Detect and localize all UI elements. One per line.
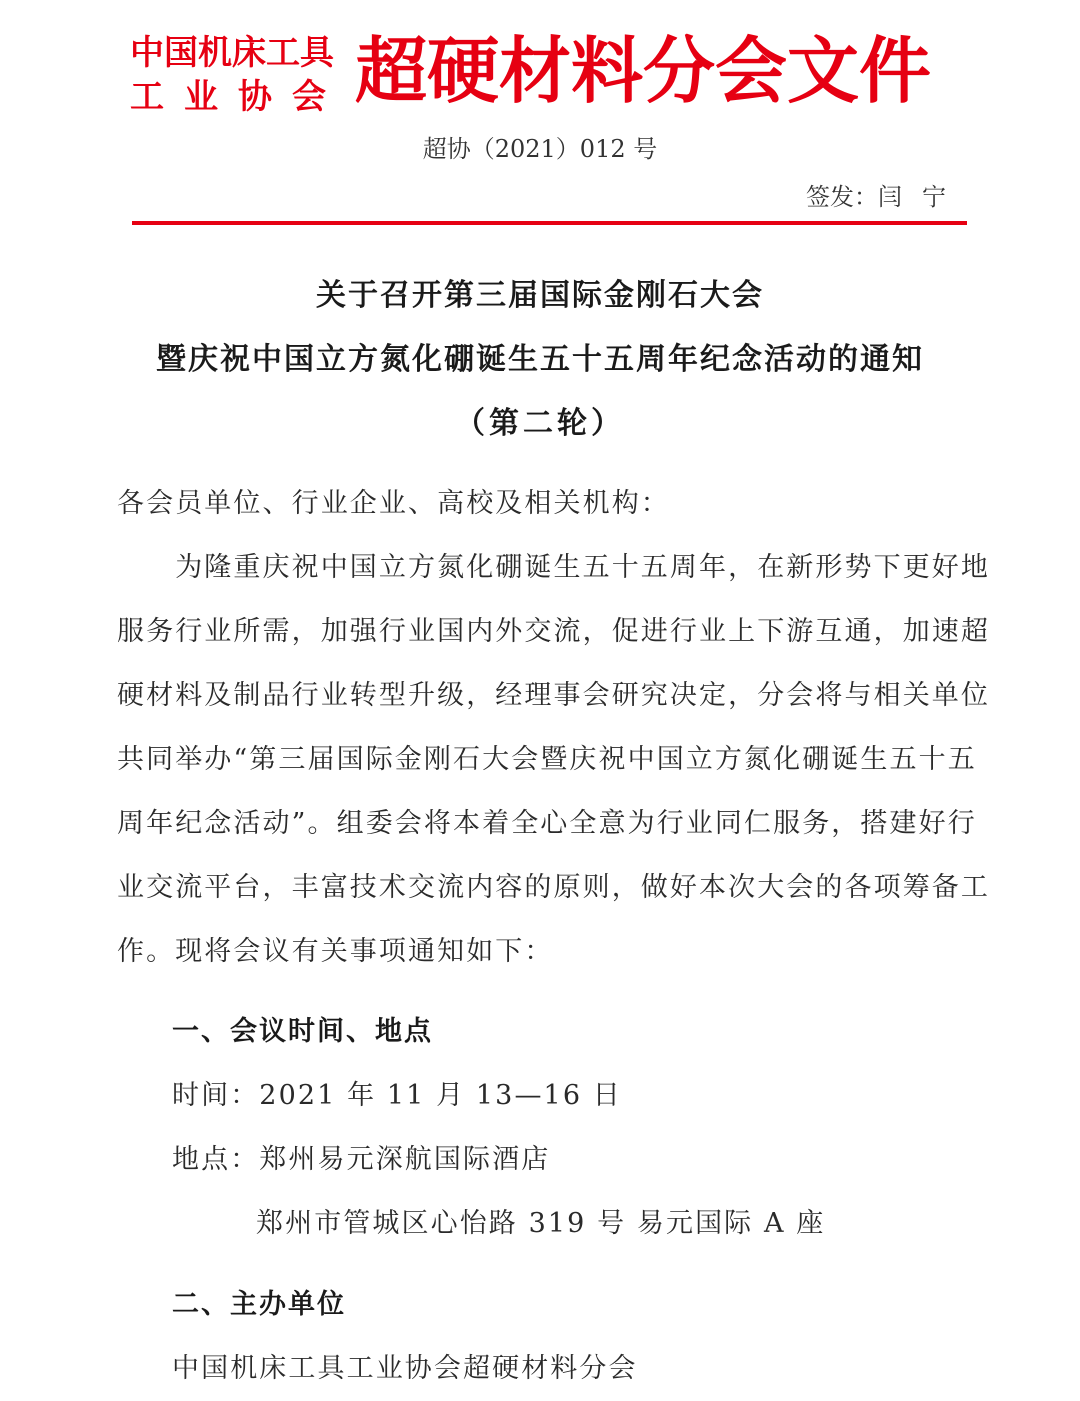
paragraph-line: 服务行业所需，加强行业国内外交流，促进行业上下游互通，加速超 — [117, 616, 990, 647]
paragraph-line: 作。现将会议有关事项通知如下： — [117, 936, 554, 967]
red-divider — [132, 221, 967, 225]
document-number: 超协（2021）012 号 — [422, 135, 658, 163]
signer — [806, 180, 966, 214]
meeting-time: 时间：2021 年 11 月 13—16 日 — [172, 1080, 622, 1111]
organizer-name: 中国机床工具工业协会超硬材料分会 — [172, 1353, 638, 1384]
section-heading-organizer: 二、主办单位 — [172, 1289, 346, 1320]
org-name-line-2 — [130, 77, 346, 117]
org-name-line-1: 中国机床工具 — [130, 33, 334, 73]
signer-label: 签发： — [806, 183, 878, 211]
paragraph-line: 硬材料及制品行业转型升级，经理事会研究决定，分会将与相关单位 — [117, 680, 990, 711]
section-heading-time-venue: 一、会议时间、地点 — [172, 1016, 433, 1047]
document-title: 超硬材料分会文件 — [355, 29, 932, 113]
org-name-char: 会 — [292, 77, 326, 117]
paragraph-line: 为隆重庆祝中国立方氮化硼诞生五十五周年，在新形势下更好地 — [117, 552, 990, 583]
org-name-char: 业 — [184, 77, 218, 117]
salutation: 各会员单位、行业企业、高校及相关机构： — [117, 488, 670, 519]
intro-paragraph — [117, 548, 990, 996]
org-name-char: 工 — [130, 77, 164, 117]
notice-title-round: （第二轮） — [455, 406, 625, 441]
venue-address: 郑州市管城区心怡路 319 号 易元国际 A 座 — [256, 1208, 826, 1239]
paragraph-line: 共同举办“第三届国际金刚石大会暨庆祝中国立方氮化硼诞生五十五 — [117, 744, 977, 775]
paragraph-line: 业交流平台，丰富技术交流内容的原则，做好本次大会的各项筹备工 — [117, 872, 990, 903]
org-name-char: 协 — [238, 77, 272, 117]
meeting-venue: 地点：郑州易元深航国际酒店 — [172, 1144, 551, 1175]
notice-title-line-2: 暨庆祝中国立方氮化硼诞生五十五周年纪念活动的通知 — [156, 342, 924, 377]
signer-name: 闫宁 — [878, 183, 966, 211]
paragraph-line: 周年纪念活动”。组委会将本着全心全意为行业同仁服务，搭建好行 — [117, 808, 977, 839]
notice-title-line-1: 关于召开第三届国际金刚石大会 — [316, 278, 764, 313]
